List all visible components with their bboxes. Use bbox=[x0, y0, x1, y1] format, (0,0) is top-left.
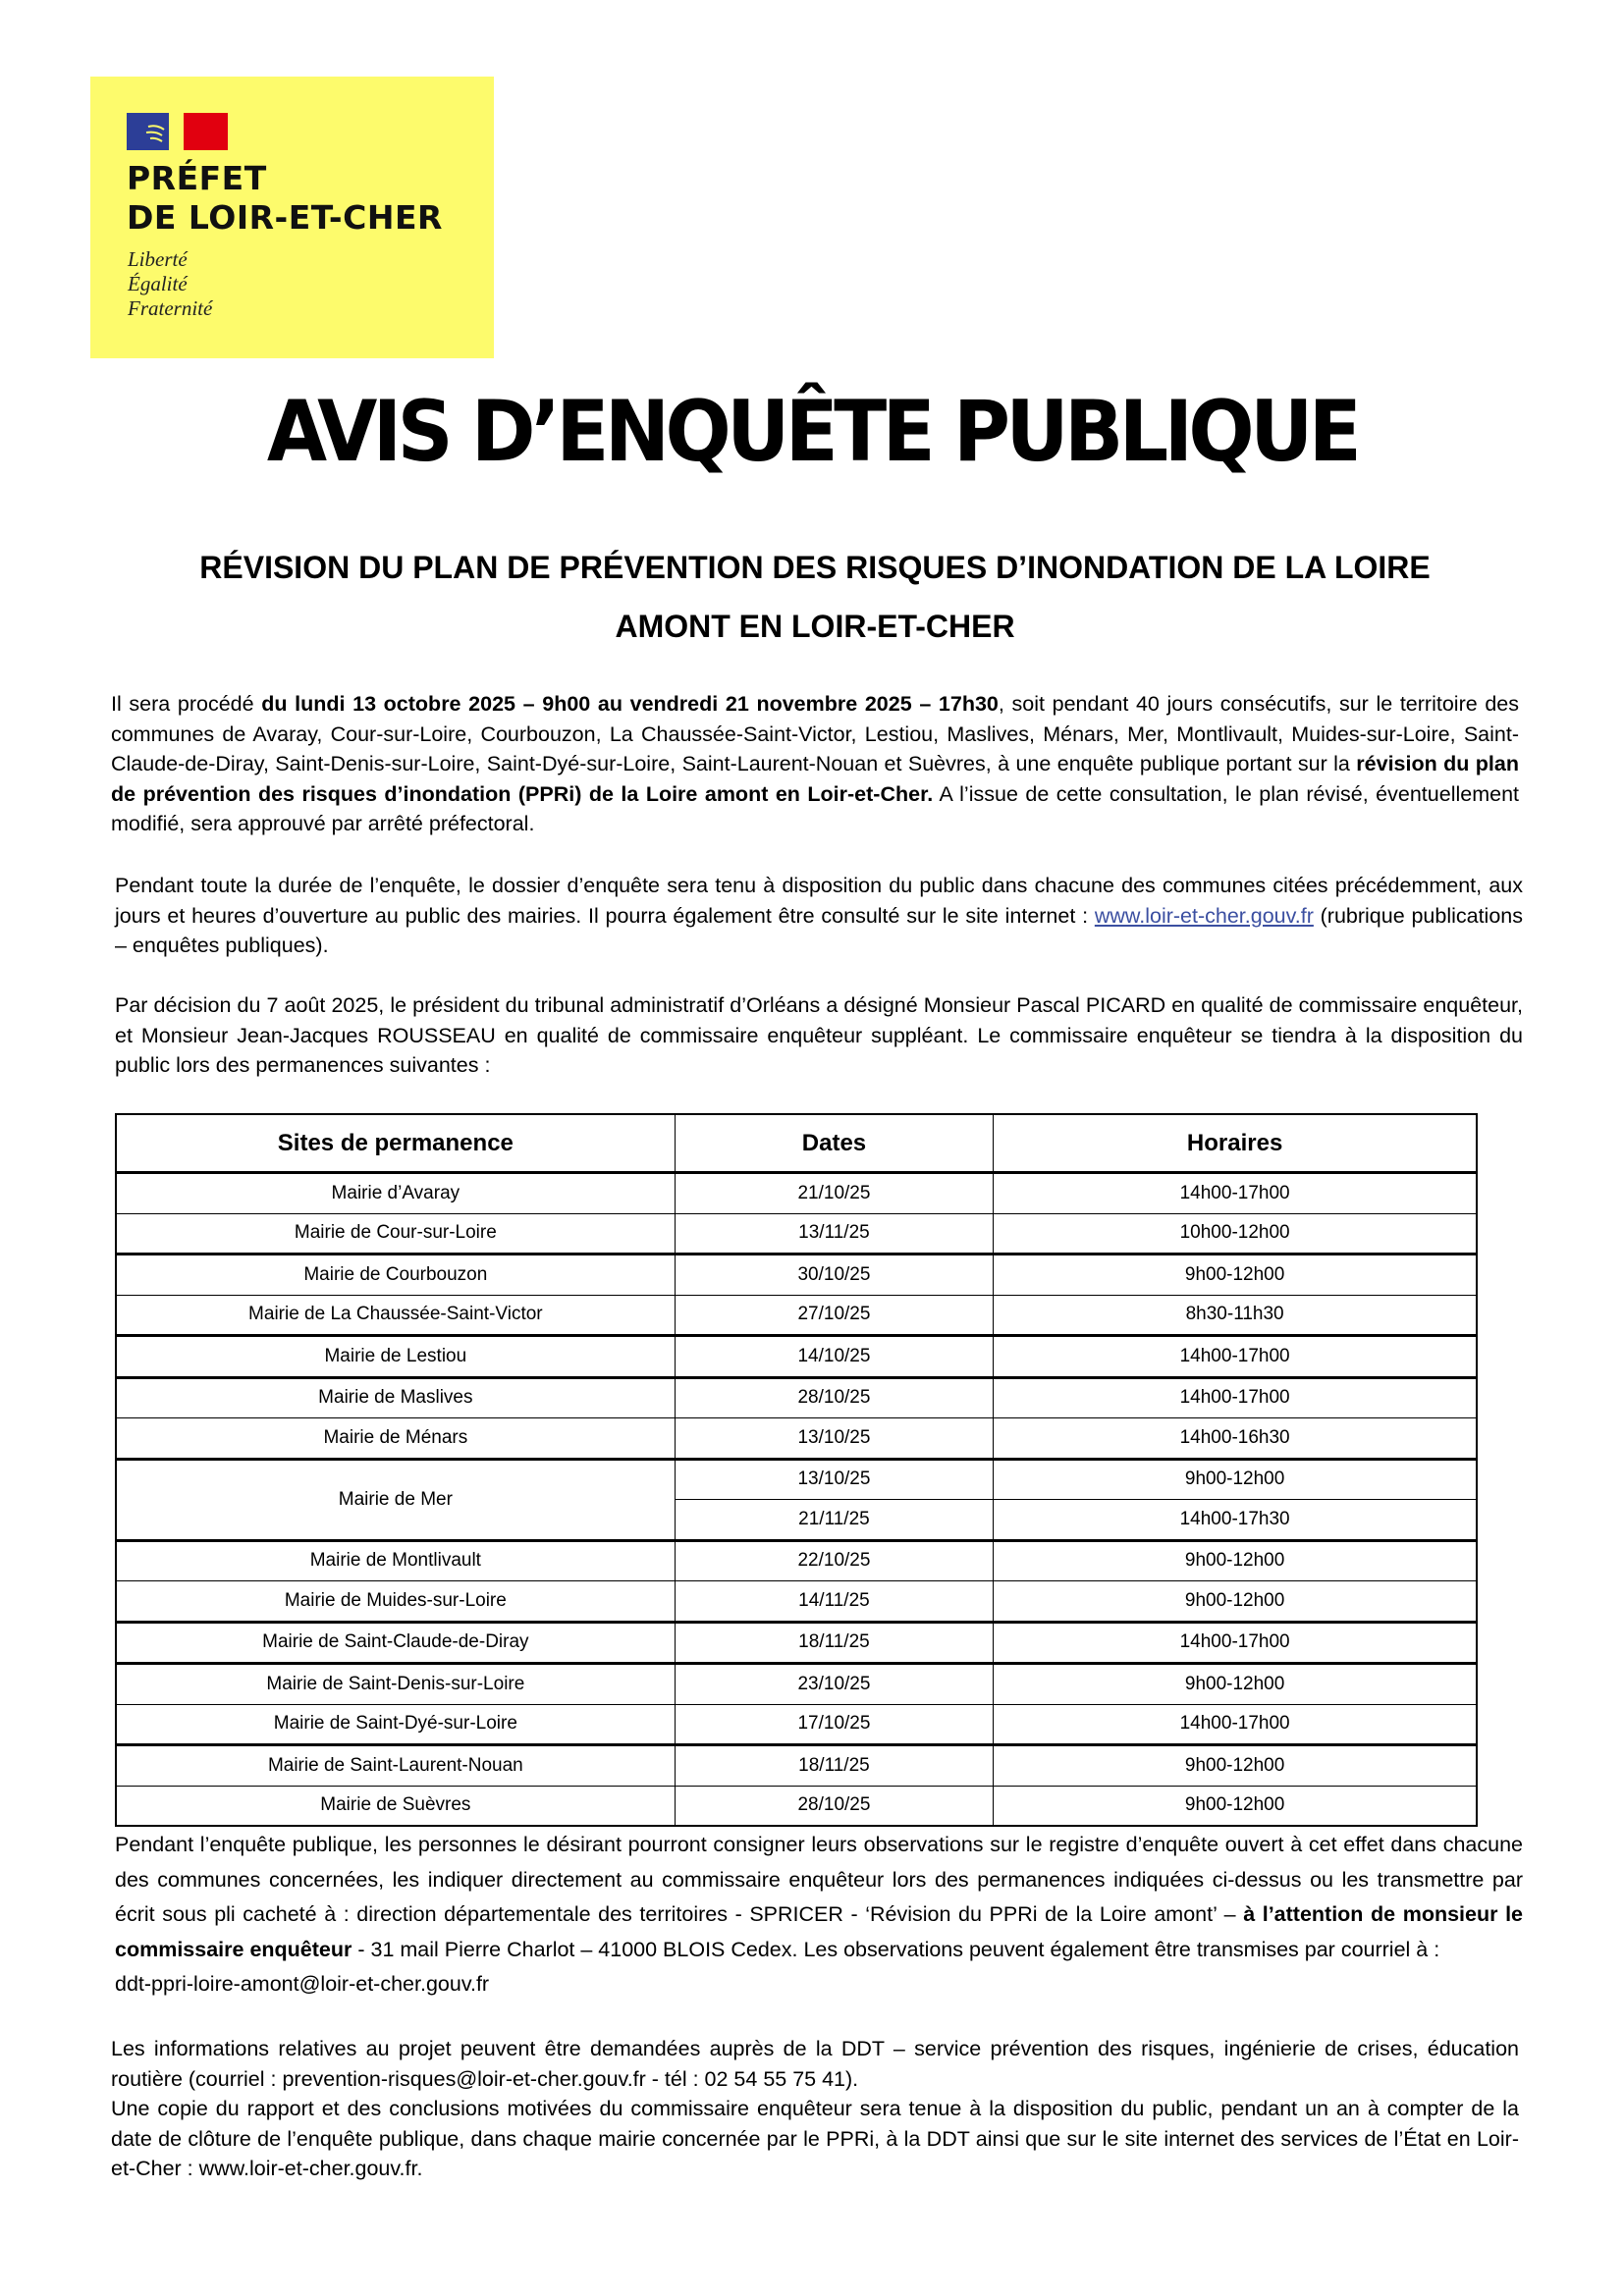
paragraph-commissaire: Par décision du 7 août 2025, le président du tribunal administratif d’Orléans a désigné Monsieur Pascal PICARD en qualité de commissaire enquêteur, et Monsieur Jean-Jacques ROUSSEAU en qualité de commissaire enquêteur suppléant. Le commissaire enquêteur se tiendra à la disposition du public lors des permanences suivantes : bbox=[115, 993, 1523, 1078]
website-link[interactable]: www.loir-et-cher.gouv.fr bbox=[1094, 903, 1314, 928]
enquete-period: du lundi 13 octobre 2025 – 9h00 au vendredi 21 novembre 2025 – 17h30 bbox=[261, 692, 999, 716]
hours-cell: 9h00-12h00 bbox=[994, 1581, 1477, 1623]
date-cell: 28/10/25 bbox=[675, 1377, 994, 1418]
date-cell: 30/10/25 bbox=[675, 1255, 994, 1296]
table-row bbox=[116, 1336, 1477, 1378]
hours-cell: 9h00-12h00 bbox=[994, 1745, 1477, 1787]
site-cell: Mairie de Saint-Dyé-sur-Loire bbox=[116, 1704, 675, 1745]
text: Il sera procédé bbox=[111, 692, 262, 716]
text: - 31 mail Pierre Charlot – 41000 BLOIS Cedex. Les observations peuvent également être transmises par courriel à : bbox=[352, 1937, 1440, 1961]
header-sites: Sites de permanence bbox=[116, 1114, 675, 1173]
date-cell: 21/11/25 bbox=[675, 1500, 994, 1541]
table-row bbox=[116, 1295, 1477, 1336]
site-cell: Mairie de Lestiou bbox=[116, 1336, 675, 1378]
table-row bbox=[116, 1173, 1477, 1214]
header-horaires: Horaires bbox=[994, 1114, 1477, 1173]
text: Pendant toute la durée de l’enquête, le dossier d’enquête sera tenu à disposition du public dans chacune des communes citées précédemment, aux jours et heures d’ouverture au public des mairies. Il pourra également être consulté sur le site internet : bbox=[115, 874, 1523, 928]
site-cell: Mairie de Saint-Claude-de-Diray bbox=[116, 1622, 675, 1664]
hours-cell: 14h00-17h00 bbox=[994, 1622, 1477, 1664]
hours-cell: 14h00-17h00 bbox=[994, 1336, 1477, 1378]
date-cell: 13/10/25 bbox=[675, 1418, 994, 1460]
paragraph-rapport: Une copie du rapport et des conclusions motivées du commissaire enquêteur sera tenue à la disposition du public, pendant un an à compter de la date de clôture de l’enquête publique, dans chaque mairie concernée par le PPRi, à la DDT ainsi que sur le site internet des services de l’État en Loir-et-Cher : www.loir-et-cher.gouv.fr. bbox=[111, 2097, 1519, 2181]
attention-commissaire: à l’attention de monsieur le commissaire enquêteur bbox=[115, 1902, 1523, 1961]
subtitle bbox=[137, 538, 1492, 656]
table-row bbox=[116, 1622, 1477, 1664]
table-row bbox=[116, 1581, 1477, 1623]
hours-cell: 8h30-11h30 bbox=[994, 1295, 1477, 1336]
motto-liberte: Liberté bbox=[128, 247, 188, 271]
site-cell: Mairie de Ménars bbox=[116, 1418, 675, 1460]
table-header-row bbox=[116, 1114, 1477, 1173]
logo-title bbox=[127, 159, 443, 238]
site-cell: Mairie de Montlivault bbox=[116, 1540, 675, 1581]
site-cell: Mairie de La Chaussée-Saint-Victor bbox=[116, 1295, 675, 1336]
paragraph-observations bbox=[115, 1828, 1523, 2002]
date-cell: 18/11/25 bbox=[675, 1745, 994, 1787]
site-cell: Mairie de Mer bbox=[116, 1459, 675, 1540]
site-cell: Mairie de Maslives bbox=[116, 1377, 675, 1418]
hours-cell: 9h00-12h00 bbox=[994, 1540, 1477, 1581]
permanences-table bbox=[115, 1113, 1478, 1827]
site-cell: Mairie de Muides-sur-Loire bbox=[116, 1581, 675, 1623]
paragraph-dossier bbox=[115, 871, 1523, 961]
date-cell: 18/11/25 bbox=[675, 1622, 994, 1664]
table-row bbox=[116, 1377, 1477, 1418]
site-cell: Mairie d’Avaray bbox=[116, 1173, 675, 1214]
subtitle-line2: AMONT EN LOIR-ET-CHER bbox=[615, 609, 1015, 644]
hours-cell: 9h00-12h00 bbox=[994, 1459, 1477, 1500]
text: (rubrique publications – enquêtes publiques). bbox=[115, 903, 1523, 958]
page-title: AVIS D’ENQUÊTE PUBLIQUE bbox=[266, 383, 1358, 481]
motto-fraternite: Fraternité bbox=[128, 296, 213, 320]
subtitle-line1: RÉVISION DU PLAN DE PRÉVENTION DES RISQUES D’INONDATION DE LA LOIRE bbox=[199, 550, 1431, 585]
text: Pendant l’enquête publique, les personnes le désirant pourront consigner leurs observations sur le registre d’enquête ouvert à cet effet dans chacune des communes concernées, les indiquer directement au commissaire enquêteur lors des permanences indiquées ci-dessus ou les transmettre par écrit sous pli cacheté à : direction départementale des territoires - SPRICER - ‘Révision du PPRi de la Loire amont’ – bbox=[115, 1833, 1523, 1926]
hours-cell: 14h00-17h00 bbox=[994, 1173, 1477, 1214]
date-cell: 14/11/25 bbox=[675, 1581, 994, 1623]
hours-cell: 9h00-12h00 bbox=[994, 1664, 1477, 1705]
table-row bbox=[116, 1745, 1477, 1787]
logo-title-line2: DE LOIR-ET-CHER bbox=[127, 198, 443, 237]
date-cell: 14/10/25 bbox=[675, 1336, 994, 1378]
site-cell: Mairie de Suèvres bbox=[116, 1786, 675, 1826]
hours-cell: 9h00-12h00 bbox=[994, 1255, 1477, 1296]
hours-cell: 14h00-17h00 bbox=[994, 1377, 1477, 1418]
table-row bbox=[116, 1786, 1477, 1826]
site-cell: Mairie de Saint-Denis-sur-Loire bbox=[116, 1664, 675, 1705]
text: A l’issue de cette consultation, le plan révisé, éventuellement modifié, sera approuvé par arrêté préfectoral. bbox=[111, 781, 1520, 836]
text: , soit pendant 40 jours consécutifs, sur le territoire des communes de Avaray, Cour-sur-Loire, Courbouzon, La Chaussée-Saint-Victor, Lestiou, Maslives, Ménars, Mer, Montlivault, Muides-sur-Loire, Saint-Claude-de-Diray, Saint-Denis-sur-Loire, Saint-Dyé-sur-Loire, Saint-Laurent-Nouan et Suèvres, à une enquête publique portant sur la bbox=[111, 692, 1519, 776]
header-dates: Dates bbox=[675, 1114, 994, 1173]
marianne-flag-icon bbox=[127, 113, 228, 150]
table-row bbox=[116, 1213, 1477, 1255]
hours-cell: 14h00-17h30 bbox=[994, 1500, 1477, 1541]
table-row bbox=[116, 1664, 1477, 1705]
date-cell: 28/10/25 bbox=[675, 1786, 994, 1826]
site-cell: Mairie de Cour-sur-Loire bbox=[116, 1213, 675, 1255]
site-cell: Mairie de Courbouzon bbox=[116, 1255, 675, 1296]
date-cell: 13/11/25 bbox=[675, 1213, 994, 1255]
enquete-subject: révision du plan de prévention des risques d’inondation (PPRi) de la Loire amont en Loir-et-Cher. bbox=[111, 752, 1519, 806]
logo-motto bbox=[128, 247, 212, 321]
hours-cell: 9h00-12h00 bbox=[994, 1786, 1477, 1826]
prefecture-logo bbox=[90, 77, 494, 358]
logo-title-line1: PRÉFET bbox=[127, 159, 267, 197]
hours-cell: 14h00-16h30 bbox=[994, 1418, 1477, 1460]
site-cell: Mairie de Saint-Laurent-Nouan bbox=[116, 1745, 675, 1787]
date-cell: 13/10/25 bbox=[675, 1459, 994, 1500]
table-row bbox=[116, 1704, 1477, 1745]
date-cell: 23/10/25 bbox=[675, 1664, 994, 1705]
date-cell: 21/10/25 bbox=[675, 1173, 994, 1214]
motto-egalite: Égalité bbox=[128, 272, 188, 295]
date-cell: 27/10/25 bbox=[675, 1295, 994, 1336]
table-row bbox=[116, 1459, 1477, 1500]
table-row bbox=[116, 1418, 1477, 1460]
paragraph-informations: Les informations relatives au projet peuvent être demandées auprès de la DDT – service prévention des risques, ingénierie de crises, éducation routière (courriel : prevention-risques@loir-et-cher.gouv.fr - tél : 02 54 55 75 41). bbox=[111, 2037, 1519, 2091]
table-row bbox=[116, 1255, 1477, 1296]
date-cell: 17/10/25 bbox=[675, 1704, 994, 1745]
hours-cell: 14h00-17h00 bbox=[994, 1704, 1477, 1745]
table-row bbox=[116, 1540, 1477, 1581]
paragraph-enquete-dates bbox=[111, 689, 1519, 839]
hours-cell: 10h00-12h00 bbox=[994, 1213, 1477, 1255]
date-cell: 22/10/25 bbox=[675, 1540, 994, 1581]
observations-email[interactable]: ddt-ppri-loire-amont@loir-et-cher.gouv.fr bbox=[115, 1972, 490, 1996]
